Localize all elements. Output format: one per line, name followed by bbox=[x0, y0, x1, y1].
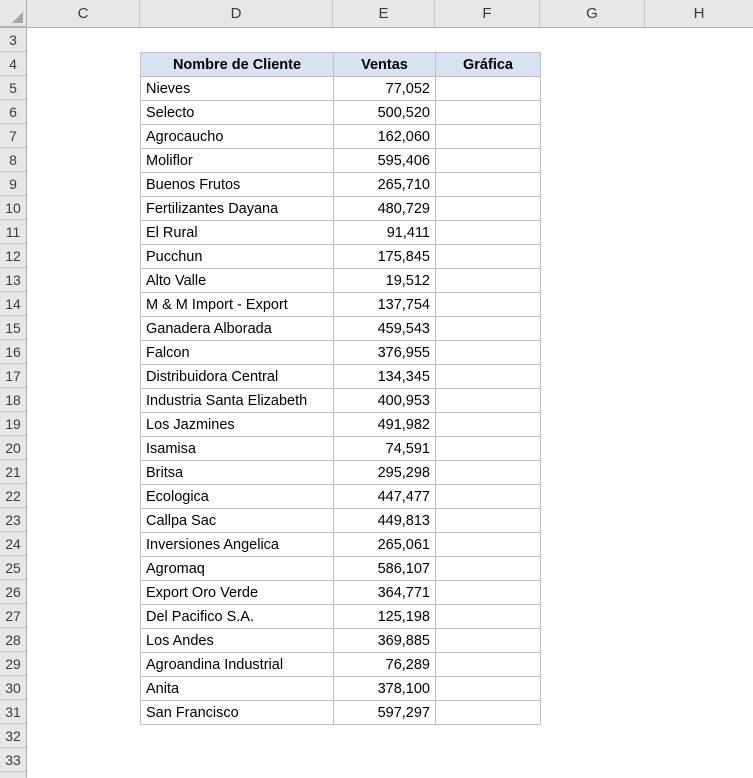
cell-grafica[interactable] bbox=[436, 389, 541, 413]
row-header-19[interactable]: 19 bbox=[0, 412, 26, 436]
row-header-4[interactable]: 4 bbox=[0, 52, 26, 76]
table-row[interactable] bbox=[141, 413, 541, 437]
table-row[interactable] bbox=[141, 221, 541, 245]
cell-nombre-de-cliente[interactable]: Del Pacifico S.A. bbox=[141, 605, 334, 629]
cell-ventas[interactable]: 19,512 bbox=[334, 269, 436, 293]
cell-grafica[interactable] bbox=[436, 653, 541, 677]
table-row[interactable] bbox=[141, 101, 541, 125]
cell-nombre-de-cliente[interactable]: Nieves bbox=[141, 77, 334, 101]
cell-nombre-de-cliente[interactable]: Industria Santa Elizabeth bbox=[141, 389, 334, 413]
cell-ventas[interactable]: 400,953 bbox=[334, 389, 436, 413]
table-row[interactable] bbox=[141, 125, 541, 149]
table-row[interactable] bbox=[141, 317, 541, 341]
cell-ventas[interactable]: 91,411 bbox=[334, 221, 436, 245]
table-row[interactable] bbox=[141, 77, 541, 101]
cell-grafica[interactable] bbox=[436, 533, 541, 557]
column-header-g[interactable]: G bbox=[540, 0, 645, 27]
cell-grafica[interactable] bbox=[436, 413, 541, 437]
cell-grafica[interactable] bbox=[436, 341, 541, 365]
cell-ventas[interactable]: 449,813 bbox=[334, 509, 436, 533]
row-header-11[interactable]: 11 bbox=[0, 220, 26, 244]
cell-ventas[interactable]: 364,771 bbox=[334, 581, 436, 605]
cell-ventas[interactable]: 459,543 bbox=[334, 317, 436, 341]
column-header-d[interactable]: D bbox=[140, 0, 333, 27]
cell-ventas[interactable]: 74,591 bbox=[334, 437, 436, 461]
table-body bbox=[141, 77, 541, 725]
cell-ventas[interactable]: 597,297 bbox=[334, 701, 436, 725]
table-row[interactable] bbox=[141, 197, 541, 221]
cell-nombre-de-cliente[interactable]: Buenos Frutos bbox=[141, 173, 334, 197]
cell-grafica[interactable] bbox=[436, 509, 541, 533]
select-all-triangle-icon bbox=[12, 12, 23, 23]
row-header-6[interactable]: 6 bbox=[0, 100, 26, 124]
column-header-h[interactable]: H bbox=[645, 0, 753, 27]
cell-nombre-de-cliente[interactable]: Anita bbox=[141, 677, 334, 701]
cell-grafica[interactable] bbox=[436, 293, 541, 317]
row-header-32[interactable]: 32 bbox=[0, 724, 26, 748]
table-row[interactable] bbox=[141, 461, 541, 485]
cell-grafica[interactable] bbox=[436, 317, 541, 341]
table-row[interactable] bbox=[141, 485, 541, 509]
cell-ventas[interactable]: 175,845 bbox=[334, 245, 436, 269]
cell-nombre-de-cliente[interactable]: Fertilizantes Dayana bbox=[141, 197, 334, 221]
table-row[interactable] bbox=[141, 533, 541, 557]
row-header-31[interactable]: 31 bbox=[0, 700, 26, 724]
cell-ventas[interactable]: 137,754 bbox=[334, 293, 436, 317]
table-row[interactable] bbox=[141, 293, 541, 317]
cell-grafica[interactable] bbox=[436, 197, 541, 221]
cell-ventas[interactable]: 162,060 bbox=[334, 125, 436, 149]
cell-ventas[interactable]: 265,710 bbox=[334, 173, 436, 197]
row-header-24[interactable]: 24 bbox=[0, 532, 26, 556]
cell-nombre-de-cliente[interactable]: Alto Valle bbox=[141, 269, 334, 293]
row-header-28[interactable]: 28 bbox=[0, 628, 26, 652]
table-row[interactable] bbox=[141, 605, 541, 629]
table-row[interactable] bbox=[141, 677, 541, 701]
cell-nombre-de-cliente[interactable]: Moliflor bbox=[141, 149, 334, 173]
cell-grafica[interactable] bbox=[436, 149, 541, 173]
cell-ventas[interactable]: 500,520 bbox=[334, 101, 436, 125]
cell-nombre-de-cliente[interactable]: Distribuidora Central bbox=[141, 365, 334, 389]
cell-nombre-de-cliente[interactable]: Agrocaucho bbox=[141, 125, 334, 149]
cell-nombre-de-cliente[interactable]: Pucchun bbox=[141, 245, 334, 269]
cell-nombre-de-cliente[interactable]: Agromaq bbox=[141, 557, 334, 581]
cell-grafica[interactable] bbox=[436, 605, 541, 629]
row-header-16[interactable]: 16 bbox=[0, 340, 26, 364]
row-header-20[interactable]: 20 bbox=[0, 436, 26, 460]
cell-grafica[interactable] bbox=[436, 629, 541, 653]
row-header-5[interactable]: 5 bbox=[0, 76, 26, 100]
table-row[interactable] bbox=[141, 653, 541, 677]
cell-nombre-de-cliente[interactable]: Los Jazmines bbox=[141, 413, 334, 437]
table-row[interactable] bbox=[141, 557, 541, 581]
cell-ventas[interactable]: 447,477 bbox=[334, 485, 436, 509]
cell-nombre-de-cliente[interactable]: Britsa bbox=[141, 461, 334, 485]
cell-nombre-de-cliente[interactable]: Callpa Sac bbox=[141, 509, 334, 533]
cell-ventas[interactable]: 125,198 bbox=[334, 605, 436, 629]
cell-grafica[interactable] bbox=[436, 677, 541, 701]
cell-ventas[interactable]: 376,955 bbox=[334, 341, 436, 365]
cell-nombre-de-cliente[interactable]: Inversiones Angelica bbox=[141, 533, 334, 557]
table-row[interactable] bbox=[141, 389, 541, 413]
cell-ventas[interactable]: 265,061 bbox=[334, 533, 436, 557]
cell-ventas[interactable]: 586,107 bbox=[334, 557, 436, 581]
cell-grafica[interactable] bbox=[436, 581, 541, 605]
table-row[interactable] bbox=[141, 365, 541, 389]
row-header-12[interactable]: 12 bbox=[0, 244, 26, 268]
cell-grafica[interactable] bbox=[436, 245, 541, 269]
column-header-nombre-de-cliente[interactable]: Nombre de Cliente bbox=[141, 53, 334, 77]
cell-ventas[interactable]: 480,729 bbox=[334, 197, 436, 221]
row-header-8[interactable]: 8 bbox=[0, 148, 26, 172]
cell-nombre-de-cliente[interactable]: Falcon bbox=[141, 341, 334, 365]
table-row[interactable] bbox=[141, 341, 541, 365]
cell-grafica[interactable] bbox=[436, 125, 541, 149]
cell-grafica[interactable] bbox=[436, 269, 541, 293]
cell-nombre-de-cliente[interactable]: M & M Import - Export bbox=[141, 293, 334, 317]
row-header-17[interactable]: 17 bbox=[0, 364, 26, 388]
sales-table[interactable] bbox=[140, 52, 541, 725]
column-header-ventas[interactable]: Ventas bbox=[334, 53, 436, 77]
row-header-7[interactable]: 7 bbox=[0, 124, 26, 148]
table-row[interactable] bbox=[141, 701, 541, 725]
cell-ventas[interactable]: 76,289 bbox=[334, 653, 436, 677]
cell-nombre-de-cliente[interactable]: Isamisa bbox=[141, 437, 334, 461]
row-header-23[interactable]: 23 bbox=[0, 508, 26, 532]
cell-ventas[interactable]: 77,052 bbox=[334, 77, 436, 101]
cell-nombre-de-cliente[interactable]: Los Andes bbox=[141, 629, 334, 653]
cell-grafica[interactable] bbox=[436, 557, 541, 581]
row-header-9[interactable]: 9 bbox=[0, 172, 26, 196]
table-row[interactable] bbox=[141, 269, 541, 293]
table-row[interactable] bbox=[141, 581, 541, 605]
cell-grafica[interactable] bbox=[436, 701, 541, 725]
row-header-3[interactable]: 3 bbox=[0, 28, 26, 52]
column-header-f[interactable]: F bbox=[435, 0, 540, 27]
table-row[interactable] bbox=[141, 149, 541, 173]
table-row[interactable] bbox=[141, 173, 541, 197]
row-header-band bbox=[0, 28, 27, 778]
cell-nombre-de-cliente[interactable]: Export Oro Verde bbox=[141, 581, 334, 605]
cell-nombre-de-cliente[interactable]: Agroandina Industrial bbox=[141, 653, 334, 677]
row-header-33[interactable]: 33 bbox=[0, 748, 26, 772]
row-header-14[interactable]: 14 bbox=[0, 292, 26, 316]
row-header-15[interactable]: 15 bbox=[0, 316, 26, 340]
cell-grafica[interactable] bbox=[436, 101, 541, 125]
cell-grafica[interactable] bbox=[436, 437, 541, 461]
cell-grafica[interactable] bbox=[436, 461, 541, 485]
table-row[interactable] bbox=[141, 509, 541, 533]
column-header-e[interactable]: E bbox=[333, 0, 435, 27]
cell-ventas[interactable]: 369,885 bbox=[334, 629, 436, 653]
cell-ventas[interactable]: 378,100 bbox=[334, 677, 436, 701]
cell-nombre-de-cliente[interactable]: Ganadera Alborada bbox=[141, 317, 334, 341]
cell-ventas[interactable]: 491,982 bbox=[334, 413, 436, 437]
cell-grafica[interactable] bbox=[436, 173, 541, 197]
row-header-30[interactable]: 30 bbox=[0, 676, 26, 700]
row-header-21[interactable]: 21 bbox=[0, 460, 26, 484]
cell-grafica[interactable] bbox=[436, 221, 541, 245]
row-header-18[interactable]: 18 bbox=[0, 388, 26, 412]
cell-ventas[interactable]: 134,345 bbox=[334, 365, 436, 389]
cell-nombre-de-cliente[interactable]: Ecologica bbox=[141, 485, 334, 509]
row-header-13[interactable]: 13 bbox=[0, 268, 26, 292]
row-header-26[interactable]: 26 bbox=[0, 580, 26, 604]
row-header-29[interactable]: 29 bbox=[0, 652, 26, 676]
cell-grafica[interactable] bbox=[436, 365, 541, 389]
table-header-row bbox=[141, 53, 541, 77]
row-header-27[interactable]: 27 bbox=[0, 604, 26, 628]
column-header-c[interactable]: C bbox=[27, 0, 140, 27]
cell-grafica[interactable] bbox=[436, 485, 541, 509]
select-all-button[interactable] bbox=[0, 0, 27, 27]
cell-nombre-de-cliente[interactable]: Selecto bbox=[141, 101, 334, 125]
cell-nombre-de-cliente[interactable]: San Francisco bbox=[141, 701, 334, 725]
row-header-22[interactable]: 22 bbox=[0, 484, 26, 508]
cell-grafica[interactable] bbox=[436, 77, 541, 101]
cell-nombre-de-cliente[interactable]: El Rural bbox=[141, 221, 334, 245]
row-header-25[interactable]: 25 bbox=[0, 556, 26, 580]
cell-ventas[interactable]: 595,406 bbox=[334, 149, 436, 173]
cell-ventas[interactable]: 295,298 bbox=[334, 461, 436, 485]
table-row[interactable] bbox=[141, 629, 541, 653]
table-row[interactable] bbox=[141, 245, 541, 269]
table-row[interactable] bbox=[141, 437, 541, 461]
column-header-grafica[interactable]: Gráfica bbox=[436, 53, 541, 77]
row-header-10[interactable]: 10 bbox=[0, 196, 26, 220]
